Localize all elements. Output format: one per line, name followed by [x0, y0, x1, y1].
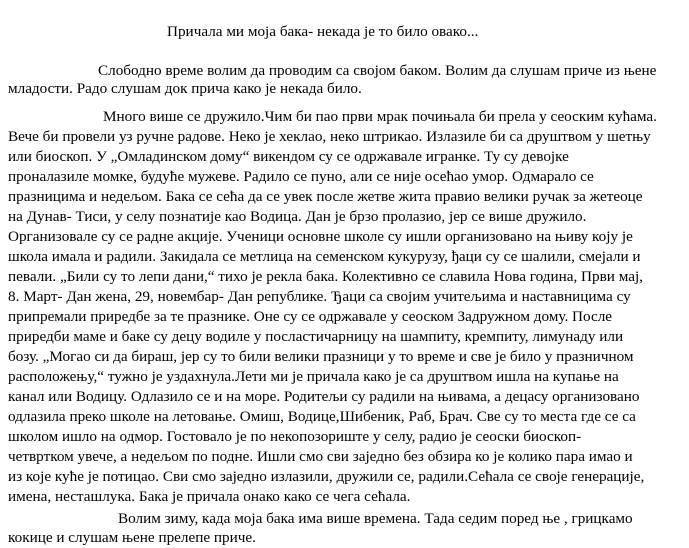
paragraph-line: школом ишло на одмор. Гостовало је по некопозориште у селу, радио је сеоски биоскоп-	[8, 428, 582, 445]
paragraph-line: Организовале су се радне акције. Ученици основне школе су ишли организовано на њиву коју је	[8, 228, 633, 245]
paragraph-line: канал или Водицу. Одлазило се и на море. Родитељи су радили на њивама, а децасу организовано	[8, 388, 640, 405]
paragraph-line: школа имала и радили. Закидала се метлица на семенском кукурузу, ђаци су се шалили, смејали и	[8, 248, 641, 265]
paragraph-line: проналазиле момке, будуће мужеве. Радило се пуно, али се није осећао умор. Одмарало се	[8, 168, 594, 185]
paragraph-line: расположењу,“ тужно је уздахнула.Лети ми је причала како је са друштвом ишла на купање на	[8, 368, 619, 385]
paragraph-line: Вече би провели уз ручне радове. Неко је хеклао, неко штрикао. Излазиле би са друштвом у шетњу	[8, 128, 651, 145]
paragraph-line: припремали приредбе за те празнике. Оне су се одржавале у сеоском Задружном дому. После	[8, 308, 613, 325]
paragraph-line: имена, несташлука. Бака је причала онако како се чега сећала.	[8, 488, 411, 505]
document-title: Причала ми моја бака- некада је то било овако...	[167, 23, 479, 40]
paragraph-line: Слободно време волим да проводим са својом баком. Волим да слушам приче из њене	[98, 62, 657, 79]
paragraph-line: певали. „Били су то лепи дани,“ тихо је рекла бака. Колективно се славила Нова година, Први мај,	[8, 268, 643, 285]
paragraph-line: одлазила преко школе на летовање. Омиш, Водице,Шибеник, Раб, Брач. Све су то места где се са	[8, 408, 636, 425]
paragraph-line: или биоскоп. У „Омладинском дому“ викендом су се одржавале игранке. Ту су девојке	[8, 148, 569, 165]
paragraph-line: Много више се дружило.Чим би пао први мрак почињала би прела у сеоским кућама.	[103, 108, 657, 125]
paragraph-line: кокице и слушам њене прелепе приче.	[8, 529, 256, 546]
paragraph-line: четвртком увече, а недељом по подне. Ишли смо сви заједно без обзира ко је колико пара имао и	[8, 448, 633, 465]
paragraph-line: празницима и недељом. Бака се сећа да се увек после жетве жита правио велики ручак за жетеоце	[8, 188, 643, 205]
paragraph-line: младости. Радо слушам док прича како је некада било.	[8, 80, 362, 97]
paragraph-line: из које куће је потицао. Сви смо заједно излазили, дружили се, радили.Сећала се своје генерације,	[8, 468, 645, 485]
paragraph-line: на Дунав- Тиси, у селу познатије као Водица. Дан је брзо пролазио, јер се више дружило.	[8, 208, 587, 225]
paragraph-line: приредби маме и баке су децу водиле у посластичарницу на шампиту, кремпиту, лимунаду или	[8, 328, 624, 345]
paragraph-line: Волим зиму, када моја бака има више времена. Тада седим поред ње , грицкамо	[118, 510, 633, 527]
paragraph-line: бозу. „Могао си да бираш, јер су то били велики празници у то време и све је било у празничном	[8, 348, 634, 365]
paragraph-line: 8. Март- Дан жена, 29, новембар- Дан републике. Ђаци са својим учитељима и наставницима су	[8, 288, 631, 305]
